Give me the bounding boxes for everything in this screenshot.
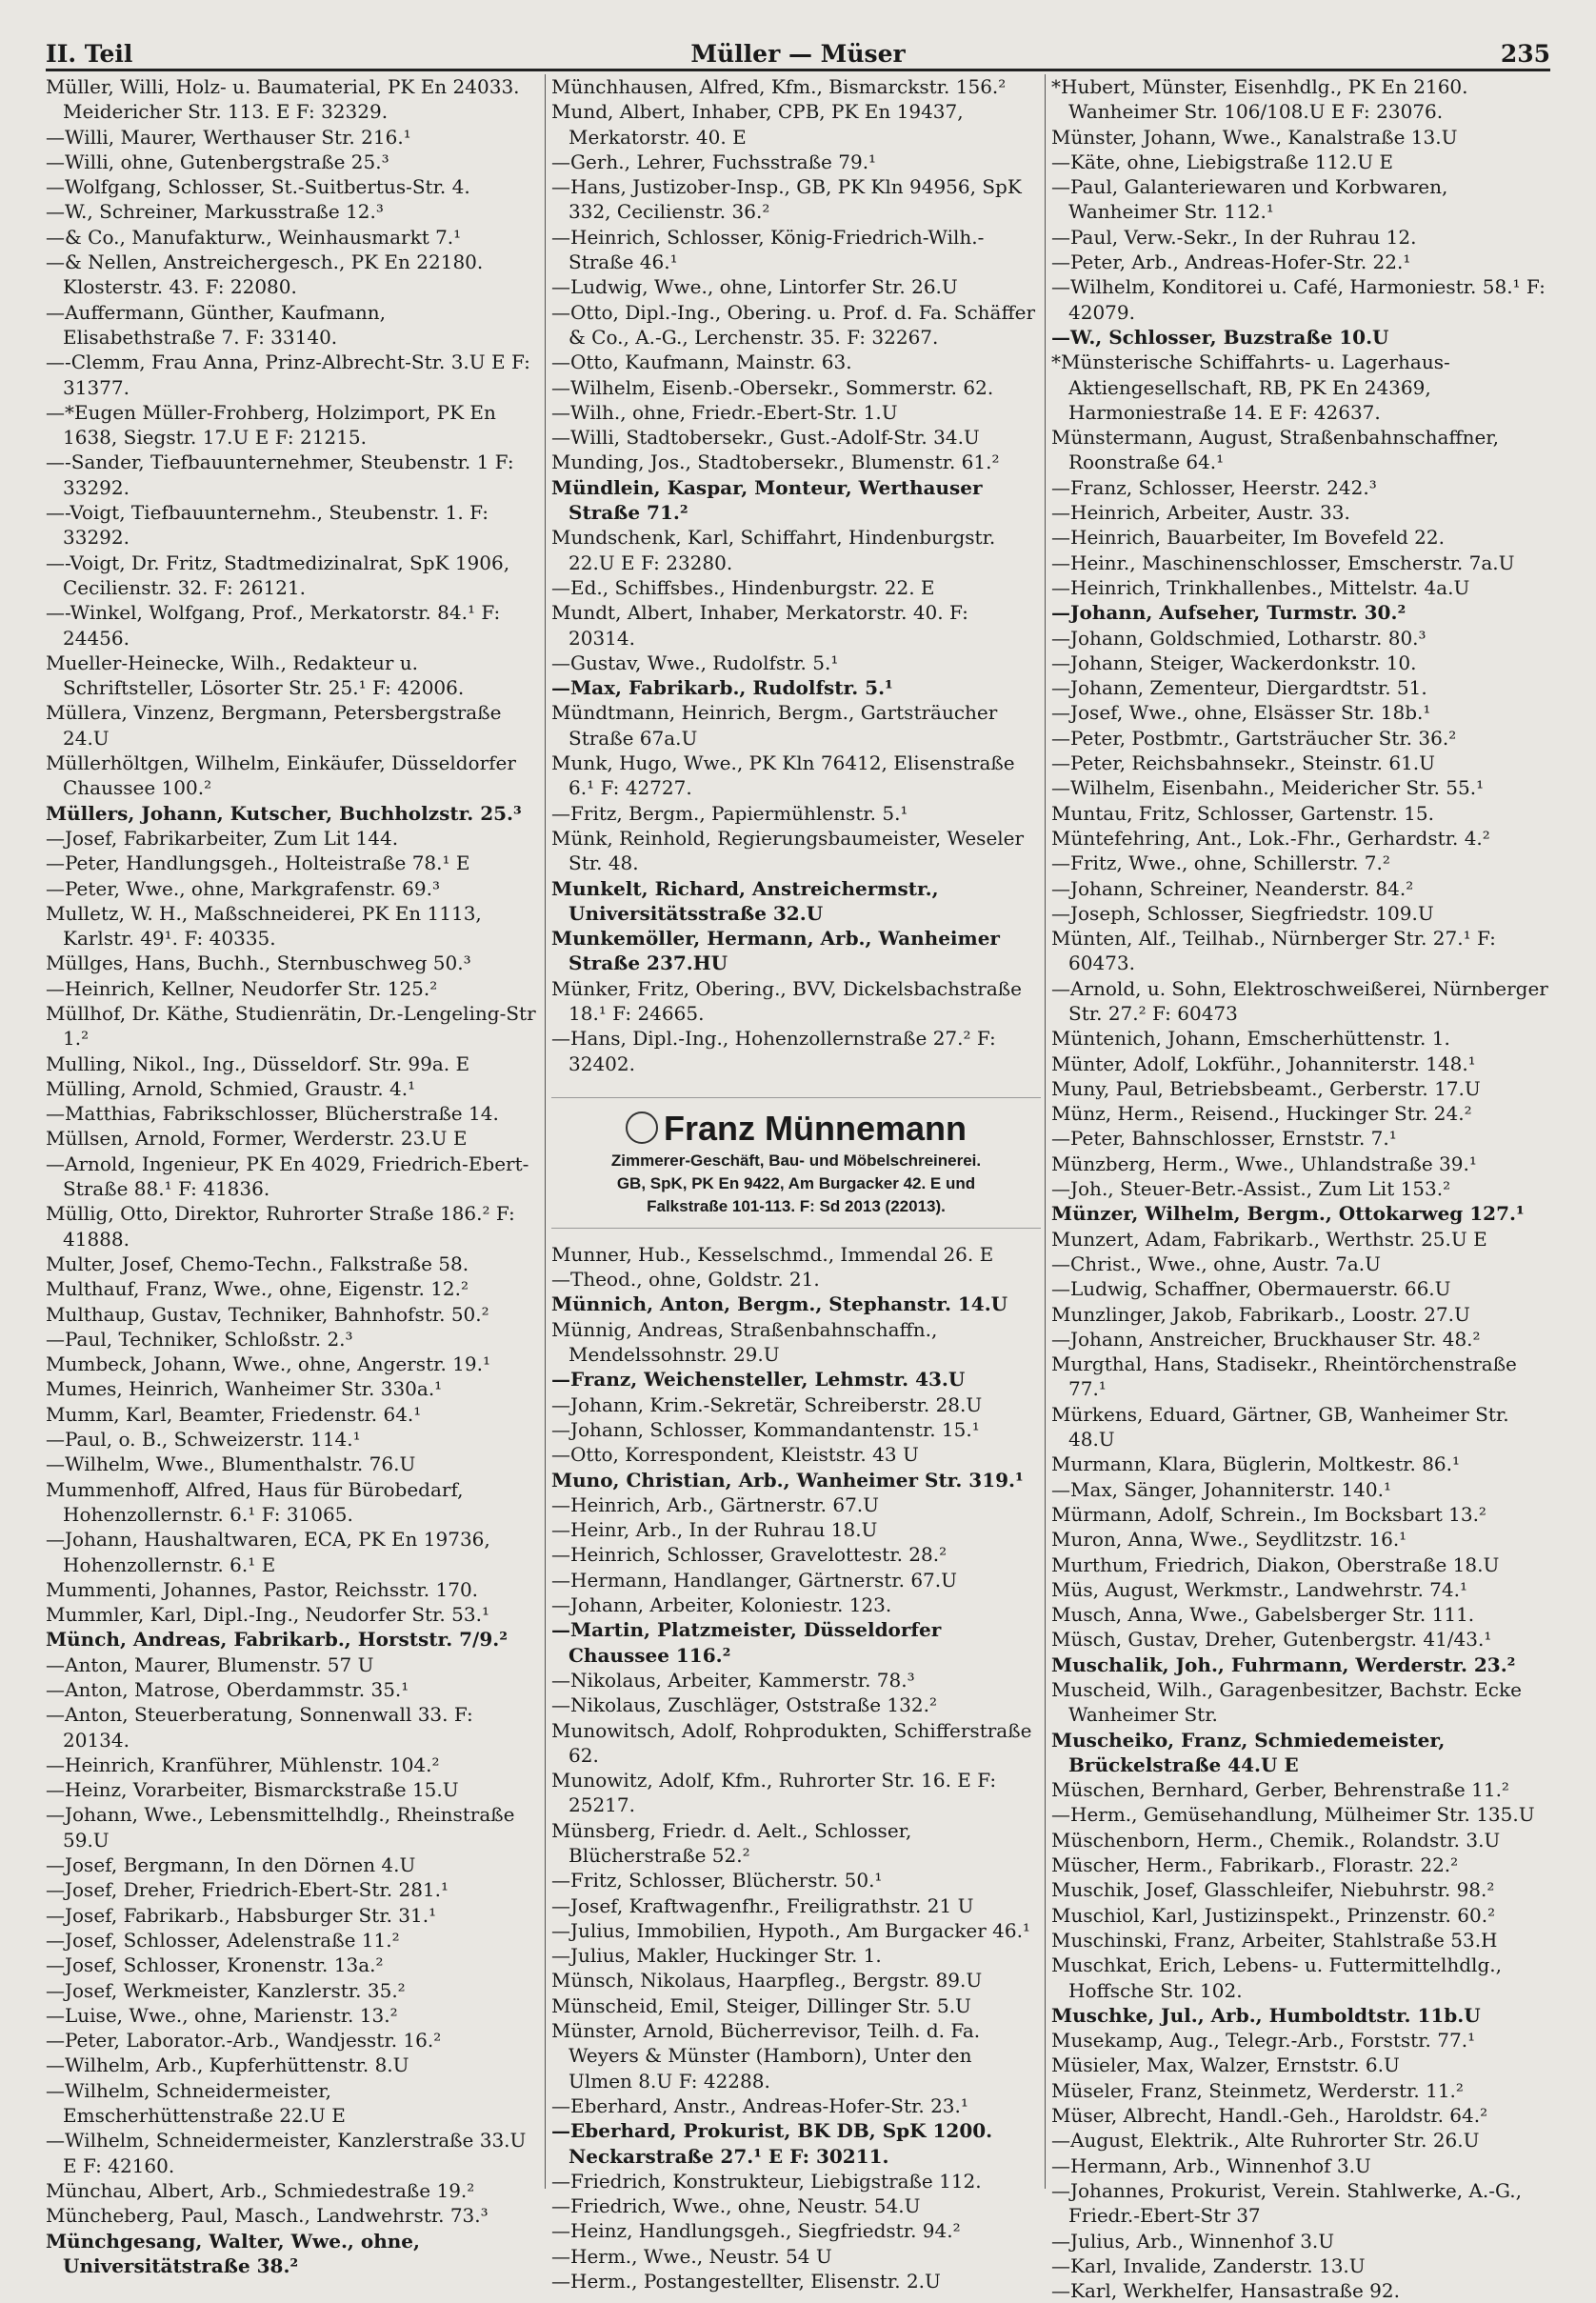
directory-entry: Müschen, Bernhard, Gerber, Behrenstraße 11.²: [1051, 1778, 1509, 1802]
directory-entry: Mumbeck, Johann, Wwe., ohne, Angerstr. 19.¹: [46, 1352, 491, 1376]
directory-entry: Münter, Adolf, Lokführ., Johanniterstr. 148.¹: [1051, 1051, 1476, 1075]
directory-entry: Münker, Fritz, Obering., BVV, Dickelsbachstraße 18.¹ F: 24665.: [551, 976, 1022, 1025]
directory-entry: —Friedrich, Wwe., ohne, Neustr. 54.U: [551, 2194, 921, 2218]
logo-icon: [626, 1111, 658, 1144]
directory-entry: Muscheid, Wilh., Garagenbesitzer, Bachstr. Ecke Wanheimer Str.: [1051, 1678, 1522, 1727]
directory-entry: Müllsen, Arnold, Former, Werderstr. 23.U E: [46, 1127, 468, 1151]
directory-entry: Müllers, Johann, Kutscher, Buchholzstr. 25.³: [46, 801, 522, 825]
ad-line: Zimmerer-Geschäft, Bau- und Möbelschreinerei.: [610, 1151, 982, 1170]
directory-entry: —& Nellen, Anstreichergesch., PK En 22180. Klosterstr. 43. F: 22080.: [46, 250, 484, 299]
directory-entry: —Wilhelm, Arb., Kupferhüttenstr. 8.U: [46, 2053, 409, 2077]
directory-entry: —Julius, Arb., Winnenhof 3.U: [1051, 2229, 1335, 2253]
directory-entry: Münnich, Anton, Bergm., Stephanstr. 14.U: [551, 1292, 1008, 1316]
section-label: II. Teil: [46, 40, 133, 68]
directory-entry: Muschiol, Karl, Justizinspekt., Prinzenstr. 60.²: [1051, 1903, 1496, 1927]
directory-entry: —Christ., Wwe., ohne, Austr. 7a.U: [1051, 1252, 1382, 1275]
directory-column-1: [46, 74, 541, 2278]
directory-entry: —Paul, Techniker, Schloßstr. 2.³: [46, 1327, 353, 1351]
header-rule: [46, 69, 1550, 71]
directory-entry: —August, Elektrik., Alte Ruhrorter Str. 26.U: [1051, 2129, 1480, 2153]
ad-line: GB, SpK, PK En 9422, Am Burgacker 42. E und: [616, 1173, 976, 1192]
directory-entry: Mulletz, W. H., Maßschneiderei, PK En 1113, Karlstr. 49¹. F: 40335.: [46, 901, 482, 951]
directory-entry: —Eberhard, Prokurist, BK DB, SpK 1200. Neckarstraße 27.¹ E F: 30211.: [551, 2119, 993, 2168]
directory-entry: Mürkens, Eduard, Gärtner, GB, Wanheimer Str. 48.U: [1051, 1402, 1509, 1452]
directory-entry: —Anton, Maurer, Blumenstr. 57 U: [46, 1652, 374, 1676]
directory-entry: —Johannes, Prokurist, Verein. Stahlwerke, A.-G., Friedr.-Ebert-Str 37: [1051, 2178, 1522, 2228]
directory-entry: Multer, Josef, Chemo-Techn., Falkstraße 58.: [46, 1252, 469, 1275]
directory-entry: Munowitz, Adolf, Kfm., Ruhrorter Str. 16. E F: 25217.: [551, 1769, 997, 1817]
directory-entry: —-Sander, Tiefbauunternehmer, Steubenstr. 1 F: 33292.: [46, 451, 514, 499]
directory-entry: Munding, Jos., Stadtobersekr., Blumenstr. 61.²: [551, 451, 1000, 474]
directory-entry: —Johann, Haushaltwaren, ECA, PK En 19736, Hohenzollernstr. 6.¹ E: [46, 1528, 490, 1576]
directory-entry: —Willi, ohne, Gutenbergstraße 25.³: [46, 150, 389, 173]
directory-entry: Mundt, Albert, Inhaber, Merkatorstr. 40. F: 20314.: [551, 601, 968, 650]
directory-entry: —Friedrich, Konstrukteur, Liebigstraße 112.: [551, 2169, 982, 2193]
directory-entry: —Johann, Anstreicher, Bruckhauser Str. 48.²: [1051, 1327, 1481, 1351]
directory-entry: Münchau, Albert, Arb., Schmiedestraße 19.²: [46, 2178, 475, 2202]
directory-entry: —Heinrich, Kranführer, Mühlenstr. 104.²: [46, 1752, 440, 1776]
directory-entry: —*Eugen Müller-Frohberg, Holzimport, PK En 1638, Siegstr. 17.U E F: 21215.: [46, 400, 496, 450]
directory-entry: Müntenich, Johann, Emscherhüttenstr. 1.: [1051, 1027, 1450, 1051]
directory-entry: —Wilhelm, Schneidermeister, Emscherhüttenstraße 22.U E: [46, 2078, 346, 2128]
directory-entry: Münten, Alf., Teilhab., Nürnberger Str. 27.¹ F: 60473.: [1051, 927, 1496, 975]
directory-entry: Müllerhöltgen, Wilhelm, Einkäufer, Düsseldorfer Chaussee 100.²: [46, 751, 516, 800]
directory-entry: —Heinrich, Schlosser, Gravelottestr. 28.²: [551, 1543, 948, 1567]
directory-entry: —Johann, Schlosser, Kommandantenstr. 15.¹: [551, 1417, 980, 1441]
directory-entry: Muschkat, Erich, Lebens- u. Futtermittelhdlg., Hoffsche Str. 102.: [1051, 1953, 1502, 2002]
directory-entry: —Heinrich, Schlosser, König-Friedrich-Wilh.-Straße 46.¹: [551, 225, 985, 274]
directory-entry: —W., Schlosser, Buzstraße 10.U: [1051, 325, 1389, 349]
directory-entry: Munzlinger, Jakob, Fabrikarb., Loostr. 27.U: [1051, 1302, 1470, 1326]
directory-entry: —Gerh., Lehrer, Fuchsstraße 79.¹: [551, 150, 877, 173]
directory-entry: Musch, Anna, Wwe., Gabelsberger Str. 111.: [1051, 1603, 1475, 1627]
directory-entry: —Franz, Weichensteller, Lehmstr. 43.U: [551, 1368, 966, 1392]
directory-entry: —Heinrich, Kellner, Neudorfer Str. 125.²: [46, 976, 438, 1000]
directory-entry: Münstermann, August, Straßenbahnschaffner, Roonstraße 64.¹: [1051, 426, 1500, 474]
directory-entry: —Peter, Postbmtr., Gartsträucher Str. 36.²: [1051, 726, 1457, 750]
directory-entry: —Fritz, Bergm., Papiermühlenstr. 5.¹: [551, 801, 908, 825]
directory-entry: Munkemöller, Hermann, Arb., Wanheimer Straße 237.HU: [551, 927, 1000, 975]
directory-entry: —Heinrich, Arbeiter, Austr. 33.: [1051, 501, 1350, 525]
directory-entry: —Peter, Wwe., ohne, Markgrafenstr. 69.³: [46, 876, 440, 900]
directory-entry: —Julius, Immobilien, Hypoth., Am Burgacker 46.¹: [551, 1918, 1030, 1942]
directory-entry: —Gustav, Wwe., Rudolfstr. 5.¹: [551, 651, 839, 674]
directory-entry: —Wilhelm, Konditorei u. Café, Harmoniestr. 58.¹ F: 42079.: [1051, 275, 1546, 324]
directory-entry: Muschinski, Franz, Arbeiter, Stahlstraße 53.H: [1051, 1928, 1498, 1952]
directory-entry: Mummenhoff, Alfred, Haus für Bürobedarf, Hohenzollernstr. 6.¹ F: 31065.: [46, 1477, 464, 1526]
directory-entry: —Heinrich, Bauarbeiter, Im Bovefeld 22.: [1051, 526, 1445, 550]
directory-entry: —Wolfgang, Schlosser, St.-Suitbertus-Str. 4.: [46, 175, 470, 199]
directory-entry: —Josef, Fabrikarb., Habsburger Str. 31.¹: [46, 1903, 437, 1927]
directory-entry: —Martin, Platzmeister, Düsseldorfer Chaussee 116.²: [551, 1618, 942, 1667]
directory-entry: —Anton, Steuerberatung, Sonnenwall 33. F: 20134.: [46, 1703, 473, 1752]
directory-entry: —Heinz, Handlungsgeh., Siegfriedstr. 94.²: [551, 2219, 961, 2243]
directory-entry: Munner, Hub., Kesselschmd., Immendal 26. E: [551, 1242, 994, 1266]
directory-entry: —Paul, o. B., Schweizerstr. 114.¹: [46, 1428, 361, 1452]
directory-entry: —Arnold, u. Sohn, Elektroschweißerei, Nürnberger Str. 27.² F: 60473: [1051, 976, 1548, 1025]
directory-entry: Müllig, Otto, Direktor, Ruhrorter Straße 186.² F: 41888.: [46, 1202, 515, 1251]
directory-entry: Munzert, Adam, Fabrikarb., Werthstr. 25.U E: [1051, 1227, 1487, 1251]
directory-entry: —Josef, Fabrikarbeiter, Zum Lit 144.: [46, 826, 399, 850]
directory-entry: —Johann, Wwe., Lebensmittelhdlg., Rheinstraße 59.U: [46, 1803, 515, 1852]
directory-entry: Murgthal, Hans, Stadisekr., Rheintörchenstraße 77.¹: [1051, 1352, 1517, 1401]
directory-entry: —Franz, Schlosser, Heerstr. 242.³: [1051, 475, 1377, 499]
directory-entry: Multhaup, Gustav, Techniker, Bahnhofstr. 50.²: [46, 1302, 489, 1326]
directory-entry: Muschke, Jul., Arb., Humboldtstr. 11b.U: [1051, 2003, 1481, 2027]
directory-entry: —Nikolaus, Arbeiter, Kammerstr. 78.³: [551, 1668, 915, 1692]
directory-entry: Müncheberg, Paul, Masch., Landwehrstr. 73.³: [46, 2204, 489, 2228]
directory-entry: Münster, Johann, Wwe., Kanalstraße 13.U: [1051, 125, 1458, 149]
ad-title: [551, 1108, 1041, 1150]
directory-entry: Mundschenk, Karl, Schiffahrt, Hindenburgstr. 22.U E F: 23280.: [551, 526, 996, 574]
directory-entry: —Karl, Werkhelfer, Hansastraße 92.: [1051, 2279, 1400, 2303]
directory-entry: Muscheiko, Franz, Schmiedemeister, Brückelstraße 44.U E: [1051, 1728, 1446, 1776]
directory-entry: —Josef, Wwe., ohne, Elsässer Str. 18b.¹: [1051, 701, 1431, 725]
directory-entry: —Heinr., Maschinenschlosser, Emscherstr. 7a.U: [1051, 551, 1515, 574]
directory-entry: —Herm., Wwe., Neustr. 54 U: [551, 2244, 832, 2268]
directory-entry: Murmann, Klara, Büglerin, Moltkestr. 86.¹: [1051, 1452, 1461, 1476]
directory-entry: Münzer, Wilhelm, Bergm., Ottokarweg 127.¹: [1051, 1202, 1525, 1226]
directory-entry: —Hans, Dipl.-Ing., Hohenzollernstraße 27.² F: 32402.: [551, 1027, 996, 1075]
directory-entry: —Johann, Zementeur, Diergardtstr. 51.: [1051, 676, 1427, 700]
directory-entry: Müseler, Franz, Steinmetz, Werderstr. 11.²: [1051, 2078, 1464, 2102]
advertisement: [551, 1097, 1041, 1229]
directory-entry: Muno, Christian, Arb., Wanheimer Str. 319.¹: [551, 1468, 1024, 1492]
directory-entry: Münchgesang, Walter, Wwe., ohne, Universitätstraße 38.²: [46, 2229, 420, 2277]
directory-entry: —Peter, Arb., Andreas-Hofer-Str. 22.¹: [1051, 250, 1411, 274]
directory-entry: Muron, Anna, Wwe., Seydlitzstr. 16.¹: [1051, 1528, 1407, 1552]
directory-entry: —Joseph, Schlosser, Siegfriedstr. 109.U: [1051, 901, 1434, 925]
directory-entry: —-Voigt, Tiefbauunternehm., Steubenstr. 1. F: 33292.: [46, 501, 489, 550]
directory-entry: Murthum, Friedrich, Diakon, Oberstraße 18.U: [1051, 1552, 1500, 1576]
directory-entry: —Matthias, Fabrikschlosser, Blücherstraße 14.: [46, 1102, 499, 1126]
directory-entry: —Wilhelm, Schneidermeister, Kanzlerstraße 33.U E F: 42160.: [46, 2129, 527, 2177]
directory-entry: —Karl, Invalide, Zanderstr. 13.U: [1051, 2253, 1366, 2277]
directory-entry: —Hans, Justizober-Insp., GB, PK Kln 94956, SpK 332, Cecilienstr. 36.²: [551, 175, 1022, 224]
directory-entry: —Eberhard, Anstr., Andreas-Hofer-Str. 23.¹: [551, 2093, 968, 2117]
directory-entry: Musekamp, Aug., Telegr.-Arb., Forststr. 77.¹: [1051, 2029, 1476, 2053]
directory-entry: —Arnold, Ingenieur, PK En 4029, Friedrich-Ebert-Straße 88.¹ F: 41836.: [46, 1152, 529, 1201]
directory-entry: —Max, Sänger, Johanniterstr. 140.¹: [1051, 1477, 1392, 1501]
directory-entry: Munk, Hugo, Wwe., PK Kln 76412, Elisenstraße 6.¹ F: 42727.: [551, 751, 1015, 800]
directory-entry: —-Clemm, Frau Anna, Prinz-Albrecht-Str. 3.U E F: 31377.: [46, 350, 530, 399]
directory-entry: —Heinr, Arb., In der Ruhrau 18.U: [551, 1518, 878, 1542]
directory-entry: Müser, Albrecht, Handl.-Geh., Haroldstr. 64.²: [1051, 2104, 1488, 2128]
directory-entry: —Fritz, Wwe., ohne, Schillerstr. 7.²: [1051, 851, 1390, 875]
directory-entry: *Hubert, Münster, Eisenhdlg., PK En 2160. Wanheimer Str. 106/108.U E F: 23076.: [1051, 75, 1468, 124]
directory-entry: Mumes, Heinrich, Wanheimer Str. 330a.¹: [46, 1377, 443, 1401]
directory-entry: —Johann, Aufseher, Turmstr. 30.²: [1051, 601, 1406, 625]
directory-entry: Müntefehring, Ant., Lok.-Fhr., Gerhardstr. 4.²: [1051, 826, 1490, 850]
directory-entry: Münz, Herm., Reisend., Huckinger Str. 24.²: [1051, 1102, 1472, 1126]
directory-entry: —Josef, Kraftwagenfhr., Freiligrathstr. 21 U: [551, 1893, 974, 1917]
directory-entry: —Heinz, Vorarbeiter, Bismarckstraße 15.U: [46, 1778, 459, 1802]
directory-entry: *Münsterische Schiffahrts- u. Lagerhaus-Aktiengesellschaft, RB, PK En 24369, Harmoniestraße 14. E F: 42637.: [1051, 350, 1450, 424]
directory-entry: —Johann, Arbeiter, Koloniestr. 123.: [551, 1593, 892, 1617]
directory-entry: —Willi, Stadtobersekr., Gust.-Adolf-Str. 34.U: [551, 426, 980, 450]
directory-entry: —Herm., Gemüsehandlung, Mülheimer Str. 135.U: [1051, 1803, 1535, 1827]
running-title: Müller — Müser: [690, 40, 906, 68]
directory-entry: —-Voigt, Dr. Fritz, Stadtmedizinalrat, SpK 1906, Cecilienstr. 32. F: 26121.: [46, 551, 510, 599]
directory-entry: —Wilhelm, Wwe., Blumenthalstr. 76.U: [46, 1452, 416, 1476]
directory-entry: —Luise, Wwe., ohne, Marienstr. 13.²: [46, 2003, 398, 2027]
column-divider: [1045, 74, 1046, 2189]
directory-entry: Mülling, Arnold, Schmied, Graustr. 4.¹: [46, 1076, 416, 1100]
directory-entry: Münk, Reinhold, Regierungsbaumeister, Weseler Str. 48.: [551, 826, 1025, 875]
directory-entry: Müsch, Gustav, Dreher, Gutenbergstr. 41/43.¹: [1051, 1628, 1492, 1652]
directory-entry: —Wilhelm, Eisenb.-Obersekr., Sommerstr. 62.: [551, 375, 994, 399]
directory-entry: —Hermann, Handlanger, Gärtnerstr. 67.U: [551, 1568, 957, 1592]
directory-entry: Müsieler, Max, Walzer, Ernststr. 6.U: [1051, 2053, 1400, 2077]
directory-entry: —Julius, Makler, Huckinger Str. 1.: [551, 1944, 882, 1968]
directory-entry: Mummler, Karl, Dipl.-Ing., Neudorfer Str. 53.¹: [46, 1603, 489, 1627]
directory-entry: —Otto, Korrespondent, Kleiststr. 43 U: [551, 1443, 919, 1467]
directory-entry: Mueller-Heinecke, Wilh., Redakteur u. Schriftsteller, Lösorter Str. 25.¹ F: 42006.: [46, 651, 465, 700]
directory-entry: Muschalik, Joh., Fuhrmann, Werderstr. 23.²: [1051, 1652, 1516, 1676]
directory-entry: Muntau, Fritz, Schlosser, Gartenstr. 15.: [1051, 801, 1434, 825]
directory-entry: Mürmann, Adolf, Schrein., Im Bocksbart 13.²: [1051, 1502, 1486, 1526]
directory-entry: —Ludwig, Wwe., ohne, Lintorfer Str. 26.U: [551, 275, 958, 299]
directory-entry: Münscheid, Emil, Steiger, Dillinger Str. 5.U: [551, 1993, 971, 2017]
directory-entry: —W., Schreiner, Markusstraße 12.³: [46, 200, 384, 224]
directory-entry: Müs, August, Werkmstr., Landwehrstr. 74.¹: [1051, 1577, 1467, 1601]
directory-entry: —Heinrich, Arb., Gärtnerstr. 67.U: [551, 1492, 880, 1516]
directory-column-3: [1051, 74, 1550, 2303]
directory-entry: Münchhausen, Alfred, Kfm., Bismarckstr. 156.²: [551, 75, 1007, 98]
directory-entry: —Paul, Verw.-Sekr., In der Ruhrau 12.: [1051, 225, 1417, 249]
directory-entry: Münzberg, Herm., Wwe., Uhlandstraße 39.¹: [1051, 1152, 1477, 1175]
directory-entry: —Peter, Reichsbahnsekr., Steinstr. 61.U: [1051, 751, 1436, 775]
directory-entry: —Ed., Schiffsbes., Hindenburgstr. 22. E: [551, 575, 935, 599]
directory-entry: —Johann, Steiger, Wackerdonkstr. 10.: [1051, 651, 1417, 674]
directory-entry: Münsberg, Friedr. d. Aelt., Schlosser, Blücherstraße 52.²: [551, 1818, 912, 1867]
directory-entry: —Josef, Schlosser, Kronenstr. 13a.²: [46, 1953, 384, 1977]
directory-entry: Mündlein, Kaspar, Monteur, Werthauser Straße 71.²: [551, 475, 983, 525]
directory-entry: Muny, Paul, Betriebsbeamt., Gerberstr. 17.U: [1051, 1076, 1481, 1100]
column-divider: [545, 74, 546, 2189]
directory-entry: Munkelt, Richard, Anstreichermstr., Universitätsstraße 32.U: [551, 876, 939, 925]
directory-entry: Mulling, Nikol., Ing., Düsseldorf. Str. 99a. E: [46, 1051, 470, 1075]
directory-entry: —Josef, Bergmann, In den Dörnen 4.U: [46, 1853, 416, 1877]
directory-entry: —Johann, Goldschmied, Lotharstr. 80.³: [1051, 626, 1426, 650]
directory-entry: —-Winkel, Wolfgang, Prof., Merkatorstr. 84.¹ F: 24456.: [46, 601, 501, 650]
directory-entry: Müllera, Vinzenz, Bergmann, Petersbergstraße 24.U: [46, 701, 502, 750]
directory-entry: —Willi, Maurer, Werthauser Str. 216.¹: [46, 125, 411, 149]
directory-entry: —Hermann, Arb., Winnenhof 3.U: [1051, 2153, 1371, 2177]
directory-entry: Mummenti, Johannes, Pastor, Reichsstr. 170.: [46, 1577, 479, 1601]
directory-entry: —Herm., Postangestellter, Elisenstr. 2.U: [551, 2270, 941, 2293]
directory-entry: —Joh., Steuer-Betr.-Assist., Zum Lit 153.²: [1051, 1177, 1451, 1201]
directory-entry: Müllhof, Dr. Käthe, Studienrätin, Dr.-Lengeling-Str 1.²: [46, 1001, 536, 1051]
directory-entry: —Max, Fabrikarb., Rudolfstr. 5.¹: [551, 676, 893, 700]
directory-entry: —Otto, Dipl.-Ing., Obering. u. Prof. d. Fa. Schäffer & Co., A.-G., Lerchenstr. 35. F: 32267.: [551, 300, 1036, 349]
directory-entry: —Käte, ohne, Liebigstraße 112.U E: [1051, 150, 1394, 173]
directory-entry: —Peter, Bahnschlosser, Ernststr. 7.¹: [1051, 1127, 1397, 1151]
directory-entry: —Heinrich, Trinkhallenbes., Mittelstr. 4a.U: [1051, 575, 1470, 599]
directory-entry: Multhauf, Franz, Wwe., ohne, Eigenstr. 12.²: [46, 1277, 469, 1301]
directory-entry: —Josef, Dreher, Friedrich-Ebert-Str. 281.¹: [46, 1878, 449, 1902]
directory-entry: —Auffermann, Günther, Kaufmann, Elisabethstraße 7. F: 33140.: [46, 300, 387, 349]
directory-entry: Müllges, Hans, Buchh., Sternbuschweg 50.³: [46, 951, 471, 975]
directory-column-2: [551, 74, 1041, 2293]
directory-entry: Mumm, Karl, Beamter, Friedenstr. 64.¹: [46, 1402, 422, 1426]
directory-entry: —Ludwig, Schaffner, Obermauerstr. 66.U: [1051, 1277, 1451, 1301]
directory-entry: Müscher, Herm., Fabrikarb., Florastr. 22.²: [1051, 1853, 1459, 1877]
directory-entry: Mündtmann, Heinrich, Bergm., Gartsträucher Straße 67a.U: [551, 701, 998, 750]
directory-entry: Müller, Willi, Holz- u. Baumaterial, PK En 24033. Meidericher Str. 113. E F: 32329.: [46, 75, 520, 124]
directory-entry: —& Co., Manufakturw., Weinhausmarkt 7.¹: [46, 225, 462, 249]
directory-entry: —Peter, Laborator.-Arb., Wandjesstr. 16.²: [46, 2029, 442, 2053]
ad-title-text: Franz Münnemann: [663, 1108, 967, 1148]
directory-entry: Münsch, Nikolaus, Haarpfleg., Bergstr. 89.U: [551, 1969, 983, 1993]
directory-entry: —Johann, Krim.-Sekretär, Schreiberstr. 28.U: [551, 1392, 983, 1416]
directory-entry: —Paul, Galanteriewaren und Korbwaren, Wanheimer Str. 112.¹: [1051, 175, 1448, 224]
directory-entry: Münnig, Andreas, Straßenbahnschaffn., Mendelssohnstr. 29.U: [551, 1317, 938, 1367]
directory-entry: —Johann, Schreiner, Neanderstr. 84.²: [1051, 876, 1414, 900]
directory-entry: —Peter, Handlungsgeh., Holteistraße 78.¹ E: [46, 851, 470, 875]
directory-entry: Münch, Andreas, Fabrikarb., Horststr. 7/9.²: [46, 1628, 508, 1652]
directory-entry: —Fritz, Schlosser, Blücherstr. 50.¹: [551, 1869, 883, 1892]
directory-entry: —Josef, Werkmeister, Kanzlerstr. 35.²: [46, 1978, 406, 2002]
directory-entry: Munowitsch, Adolf, Rohprodukten, Schifferstraße 62.: [551, 1718, 1032, 1767]
directory-entry: Münster, Arnold, Bücherrevisor, Teilh. d. Fa. Weyers & Münster (Hamborn), Unter den Ulmen 8.U F: 42288.: [551, 2019, 981, 2093]
directory-entry: —Nikolaus, Zuschläger, Oststraße 132.²: [551, 1693, 937, 1717]
directory-entry: —Wilhelm, Eisenbahn., Meidericher Str. 55.¹: [1051, 776, 1485, 800]
directory-entry: Mund, Albert, Inhaber, CPB, PK En 19437, Merkatorstr. 40. E: [551, 100, 964, 149]
directory-entry: —Josef, Schlosser, Adelenstraße 11.²: [46, 1928, 400, 1952]
directory-entry: Muschik, Josef, Glasschleifer, Niebuhrstr. 98.²: [1051, 1878, 1495, 1902]
page-number: 235: [1500, 40, 1550, 68]
directory-entry: —Otto, Kaufmann, Mainstr. 63.: [551, 350, 852, 374]
ad-line: Falkstraße 101-113. F: Sd 2013 (22013).: [647, 1196, 946, 1215]
directory-entry: —Wilh., ohne, Friedr.-Ebert-Str. 1.U: [551, 400, 898, 424]
directory-entry: —Theod., ohne, Goldstr. 21.: [551, 1268, 820, 1292]
directory-entry: —Anton, Matrose, Oberdammstr. 35.¹: [46, 1678, 409, 1701]
directory-entry: Müschenborn, Herm., Chemik., Rolandstr. 3.U: [1051, 1828, 1501, 1852]
